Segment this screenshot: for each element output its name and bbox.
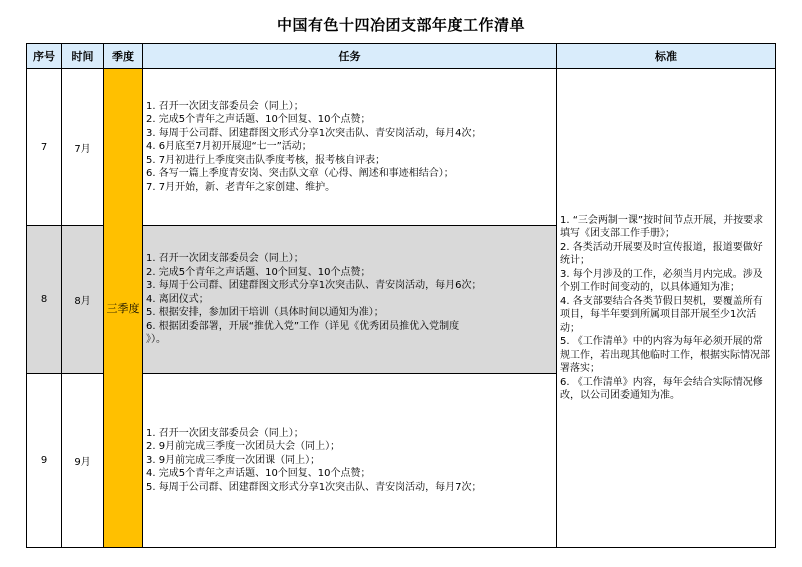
task-item: 5. 每周于公司群、团建群图文形式分享1次突击队、青安岗活动，每月7次； bbox=[146, 481, 482, 493]
row-time: 7月 bbox=[62, 69, 104, 226]
task-item: 5. 根据安排，参加团干培训（具体时间以通知为准）； bbox=[146, 307, 384, 319]
task-item: 1. 召开一次团支部委员会（同上）； bbox=[146, 427, 304, 439]
task-item: 4. 完成5个青年之声话题、10个回复、10个点赞； bbox=[146, 468, 371, 480]
standard-item: 3. 每个月涉及的工作，必须当月内完成。涉及个别工作时间变动的，以具体通知为准； bbox=[560, 268, 763, 293]
task-cell bbox=[143, 226, 557, 374]
row-index: 8 bbox=[27, 226, 62, 374]
task-cell bbox=[143, 69, 557, 226]
task-item: 》）。 bbox=[146, 334, 166, 346]
task-item: 3. 每周于公司群、团建群图文形式分享1次突击队、青安岗活动，每月4次； bbox=[146, 127, 482, 139]
work-list-table bbox=[26, 43, 776, 548]
task-item: 4. 离团仪式； bbox=[146, 293, 209, 305]
header-quarter: 季度 bbox=[104, 44, 143, 69]
row-index: 7 bbox=[27, 69, 62, 226]
header-row bbox=[27, 44, 776, 69]
task-item: 3. 9月前完成三季度一次团课（同上）； bbox=[146, 454, 321, 466]
page-title: 中国有色十四冶团支部年度工作清单 bbox=[276, 16, 525, 34]
header-time: 时间 bbox=[62, 44, 104, 69]
task-item: 6. 各写一篇上季度青安岗、突击队文章（心得、阐述和事迹相结合）； bbox=[146, 168, 454, 180]
table-row bbox=[27, 69, 776, 226]
row-index: 9 bbox=[27, 374, 62, 548]
task-item: 5. 7月初进行上季度突击队季度考核，报考核自评表； bbox=[146, 154, 386, 166]
standard-cell bbox=[557, 69, 776, 548]
task-item: 7. 7月开始，新、老青年之家创建、维护。 bbox=[146, 181, 336, 193]
standard-item: 4. 各支部要结合各类节假日契机，要覆盖所有项目，每半年要到所属项目部开展至少1次活动； bbox=[560, 295, 763, 334]
standard-item: 1. “三会两制一课”按时间节点开展，并按要求填写《团支部工作手册》； bbox=[560, 214, 764, 239]
quarter-cell: 三季度 bbox=[104, 69, 143, 548]
standard-item: 6. 《工作清单》内容，每年会结合实际情况修改，以公司团委通知为准。 bbox=[560, 376, 763, 401]
task-item: 2. 完成5个青年之声话题、10个回复、10个点赞； bbox=[146, 114, 371, 126]
row-time: 9月 bbox=[62, 374, 104, 548]
task-item: 2. 9月前完成三季度一次团员大会（同上）； bbox=[146, 441, 341, 453]
task-item: 1. 召开一次团支部委员会（同上）； bbox=[146, 100, 304, 112]
header-index: 序号 bbox=[27, 44, 62, 69]
row-time: 8月 bbox=[62, 226, 104, 374]
task-item: 2. 完成5个青年之声话题、10个回复、10个点赞； bbox=[146, 266, 371, 278]
task-item: 3. 每周于公司群、团建群图文形式分享1次突击队、青安岗活动，每月6次； bbox=[146, 280, 482, 292]
standard-item: 2. 各类活动开展要及时宣传报道，报道要做好统计； bbox=[560, 241, 763, 266]
standard-item: 5. 《工作清单》中的内容为每年必须开展的常规工作，若出现其他临时工作，根据实际情况部署落实； bbox=[560, 336, 770, 374]
task-item: 1. 召开一次团支部委员会（同上）； bbox=[146, 253, 304, 265]
task-item: 6. 根据团委部署，开展“推优入党”工作（详见《优秀团员推优入党制度 bbox=[146, 320, 460, 332]
header-task: 任务 bbox=[143, 44, 557, 69]
task-item: 4. 6月底至7月初开展迎“七一”活动； bbox=[146, 141, 312, 153]
header-standard: 标准 bbox=[557, 44, 776, 69]
task-cell bbox=[143, 374, 557, 548]
